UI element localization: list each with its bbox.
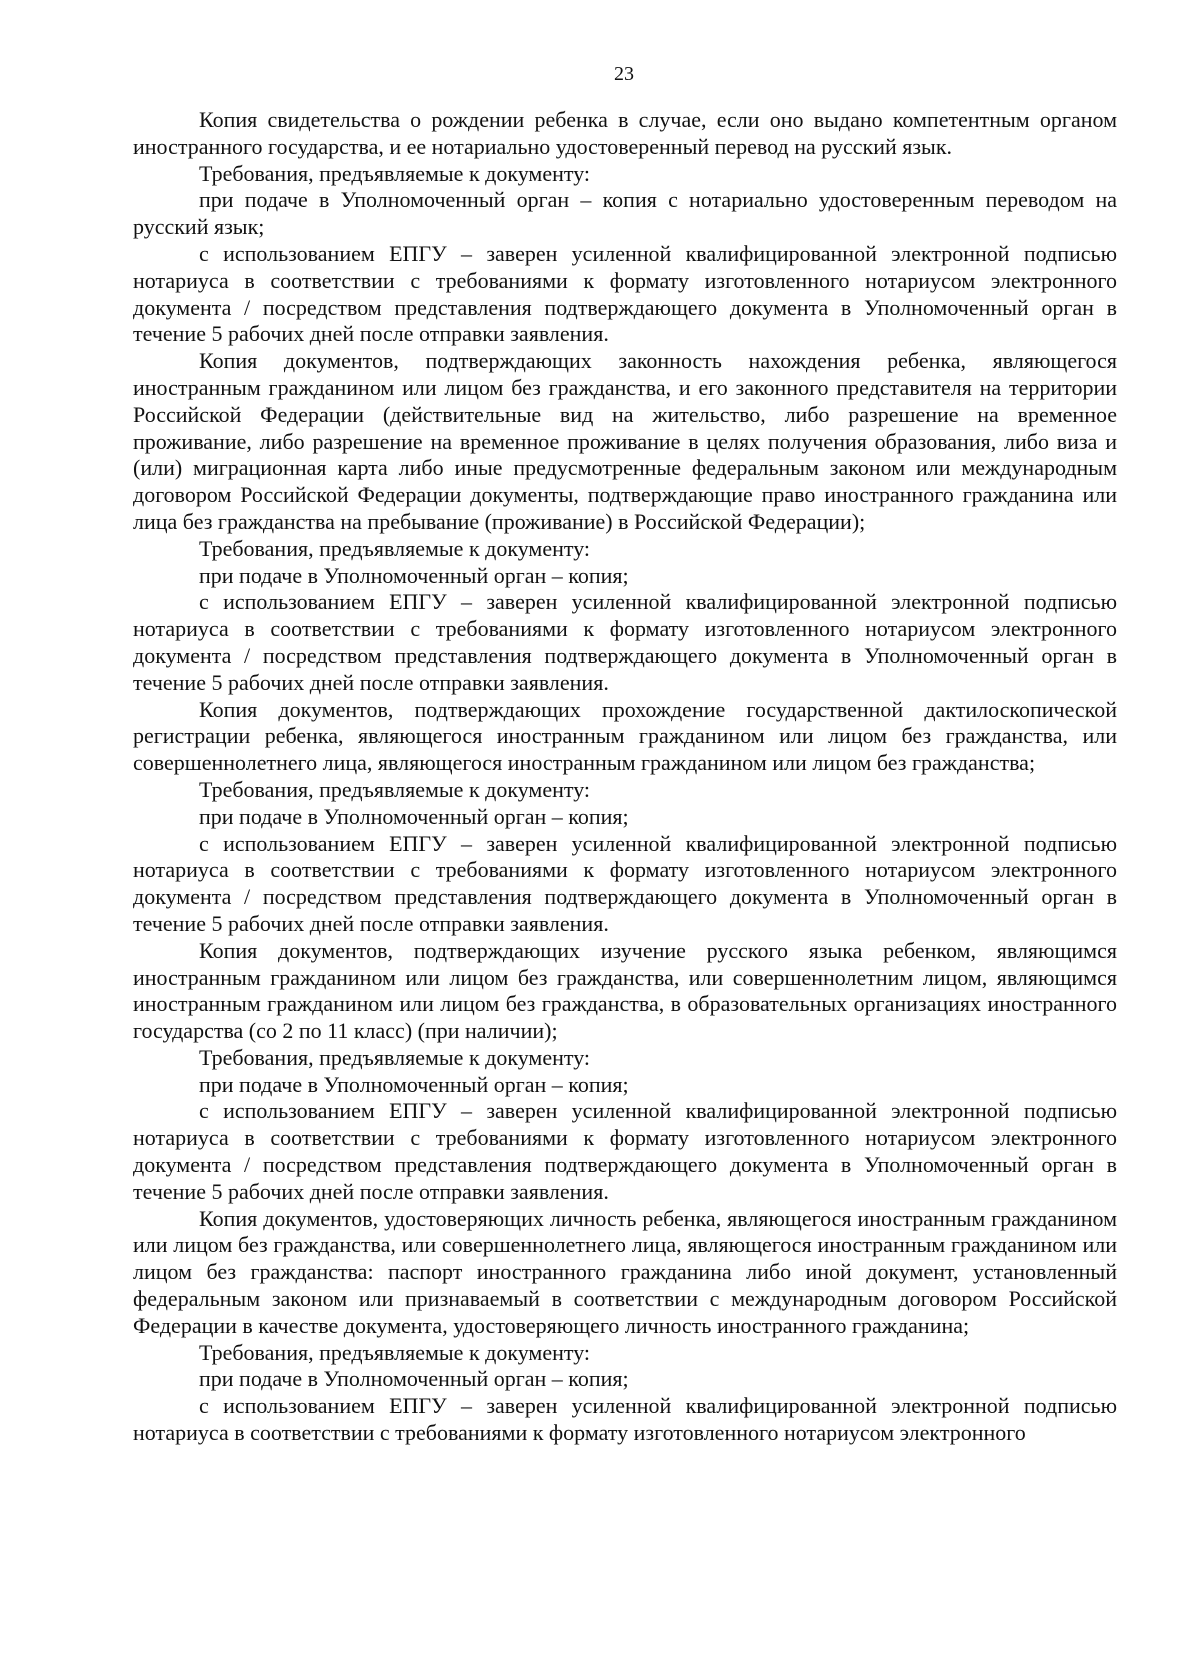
paragraph-submission-office: при подаче в Уполномоченный орган – копия; [199, 1366, 629, 1392]
paragraph-submission-office: при подаче в Уполномоченный орган – копия; [199, 562, 629, 588]
paragraph-submission-office: при подаче в Уполномоченный орган – копия; [199, 1071, 629, 1097]
paragraph-submission-epgu: с использованием ЕПГУ – заверен усиленной квалифицированной электронной подписью нотариуса в соответствии с требованиями к формату изготовленного нотариусом электронного документа / посредством представления подтверждающего документа в Уполномоченный орган в течение 5 рабочих дней после отправки заявления. [133, 1098, 1117, 1204]
paragraph-legal-stay-documents: Копия документов, подтверждающих законность нахождения ребенка, являющегося иностранным гражданином или лицом без гражданства, и его законного представителя на территории Российской Федерации (действительные вид на жительство, либо разрешение на временное проживание, либо разрешение на временное проживание в целях получения образования, либо виза и (или) миграционная карта либо иные предусмотренные федеральным законом или международным договором Российской Федерации документы, подтверждающие право иностранного гражданина или лица без гражданства на пребывание (проживание) в Российской Федерации); [133, 348, 1117, 534]
paragraph-requirements-heading: Требования, предъявляемые к документу: [199, 776, 591, 802]
paragraph-submission-office: при подаче в Уполномоченный орган – копия с нотариально удостоверенным переводом на русский язык; [133, 187, 1117, 240]
paragraph-requirements-heading: Требования, предъявляемые к документу: [199, 1339, 591, 1365]
paragraph-fingerprint-registration: Копия документов, подтверждающих прохождение государственной дактилоскопической регистрации ребенка, являющегося иностранным гражданином или лицом без гражданства, или совершеннолетнего лица, являющегося иностранным гражданином или лицом без гражданства; [133, 696, 1117, 776]
document-body [133, 107, 1117, 1447]
paragraph-identity-documents: Копия документов, удостоверяющих личность ребенка, являющегося иностранным гражданином или лицом без гражданства, или совершеннолетнего лица, являющегося иностранным гражданином или лицом без гражданства: паспорт иностранного гражданина либо иной документ, установленный федеральным законом или признаваемый в соответствии с международным договором Российской Федерации в качестве документа, удостоверяющего личность иностранного гражданина; [133, 1205, 1117, 1338]
paragraph-submission-epgu: с использованием ЕПГУ – заверен усиленной квалифицированной электронной подписью нотариуса в соответствии с требованиями к формату изготовленного нотариусом электронного [133, 1393, 1117, 1446]
paragraph-submission-office: при подаче в Уполномоченный орган – копия; [199, 803, 629, 829]
paragraph-requirements-heading: Требования, предъявляемые к документу: [199, 535, 591, 561]
paragraph-requirements-heading: Требования, предъявляемые к документу: [199, 160, 591, 186]
paragraph-russian-language-study: Копия документов, подтверждающих изучение русского языка ребенком, являющимся иностранным гражданином или лицом без гражданства, или совершеннолетним лицом, являющимся иностранным гражданином или лицом без гражданства, в образовательных организациях иностранного государства (со 2 по 11 класс) (при наличии); [133, 937, 1117, 1044]
paragraph-submission-epgu: с использованием ЕПГУ – заверен усиленной квалифицированной электронной подписью нотариуса в соответствии с требованиями к формату изготовленного нотариусом электронного документа / посредством представления подтверждающего документа в Уполномоченный орган в течение 5 рабочих дней после отправки заявления. [133, 589, 1117, 695]
paragraph-requirements-heading: Требования, предъявляемые к документу: [199, 1044, 591, 1070]
page-number: 23 [614, 63, 634, 85]
paragraph-submission-epgu: с использованием ЕПГУ – заверен усиленной квалифицированной электронной подписью нотариуса в соответствии с требованиями к формату изготовленного нотариусом электронного документа / посредством представления подтверждающего документа в Уполномоченный орган в течение 5 рабочих дней после отправки заявления. [133, 830, 1117, 936]
paragraph-birth-certificate: Копия свидетельства о рождении ребенка в случае, если оно выдано компетентным органом иностранного государства, и ее нотариально удостоверенный перевод на русский язык. [133, 107, 1117, 159]
paragraph-submission-epgu: с использованием ЕПГУ – заверен усиленной квалифицированной электронной подписью нотариуса в соответствии с требованиями к формату изготовленного нотариусом электронного документа / посредством представления подтверждающего документа в Уполномоченный орган в течение 5 рабочих дней после отправки заявления. [133, 240, 1117, 347]
